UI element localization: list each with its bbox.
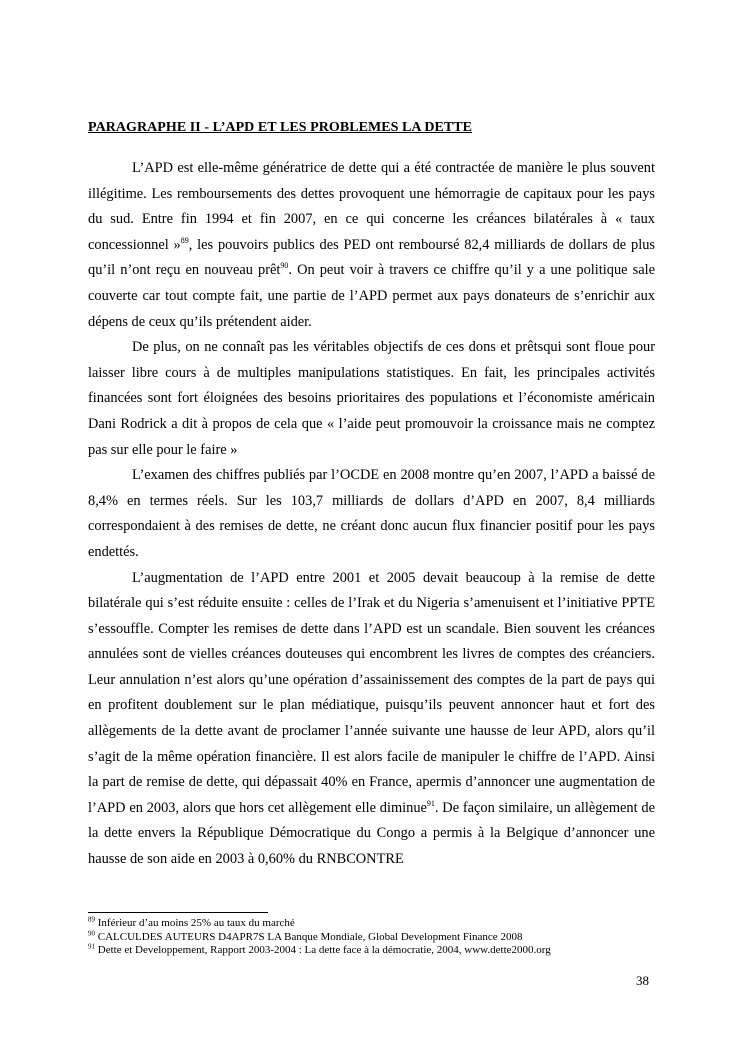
paragraph-2: De plus, on ne connaît pas les véritables objectifs de ces dons et prêtsqui sont floue pour laisser libre cours à de multiples manipulations statistiques. En fait, les principales activités financées sont fort éloignées des besoins prioritaires des populations et l’économiste américain Dani Rodrick a dit à propos de cela que « l’aide peut promouvoir la croissance mais ne comptez pas sur elle pour le faire » <box>88 339 655 458</box>
footnote-90 <box>88 928 655 945</box>
paragraph-1 <box>88 156 655 335</box>
footnote-ref-90[interactable]: 90 <box>280 261 289 271</box>
footnote-rule <box>88 912 268 913</box>
footnote-89 <box>88 917 655 931</box>
footnote-number: 91 <box>88 942 95 951</box>
paragraph-1-part-b: , les pouvoirs publics des PED ont remboursé 82,4 milliards de dollars de plus qu’il n’ont reçu en nouveau prêt <box>88 236 656 279</box>
page-number: 38 <box>636 973 649 988</box>
page-body <box>88 118 655 873</box>
paragraph-4 <box>88 566 655 873</box>
footnote-number: 90 <box>88 928 95 937</box>
footnote-ref-89[interactable]: 89 <box>180 235 189 245</box>
footnote-text: CALCULDES AUTEURS D4APR7S LA Banque Mondiale, Global Development Finance 2008 <box>95 930 523 943</box>
section-heading: PARAGRAPHE II - L’APD ET LES PROBLEMES LA DETTE <box>88 120 473 135</box>
footnote-ref-91[interactable]: 91 <box>426 799 435 809</box>
footnote-91 <box>88 944 655 958</box>
footnotes <box>88 912 655 958</box>
footnote-text: Inférieur d’au moins 25% au taux du marché <box>95 917 295 929</box>
paragraph-1-part-a: L’APD est elle-même génératrice de dette qui a été contractée de manière le plus souvent illégitime. Les remboursements des dettes provoquent une hémorragie de capitaux pour les pays du sud. Entre fin 1994 et fin 2007, en ce qui concerne les créances bilatérales à « taux concessionnel » <box>88 160 655 253</box>
paragraph-4-part-a: L’augmentation de l’APD entre 2001 et 2005 devait beaucoup à la remise de dette bilatérale qui s’est réduite ensuite : celles de l’Irak et du Nigeria s’amenuisent et l’initiative PPTE s’essouffle. Compter les remises de dette dans l’APD est un scandale. Bien souvent les créances annulées sont de vielles créances douteuses qui encombrent les livres de comptes des créanciers. Leur annulation n’est alors qu’une opération d’assainissement des comptes de la part de pays qui en profitent doublement sur le plan médiatique, puisqu’ils peuvent annoncer haut et fort des allègements de la dette avant de proclamer l’année suivante une hausse de leur APD, alors qu’il s’agit de la même opération financière. Il est alors facile de manipuler le chiffre de l’APD. Ainsi la part de remise de dette, qui dépassait 40% en France, apermis d’annoncer une augmentation de l’APD en 2003, alors que hors cet allègement elle diminue <box>88 569 655 816</box>
paragraph-4-part-b: . De façon similaire, un allègement de la dette envers la République Démocratique du Congo a permis à la Belgique d’annoncer une hausse de son aide en 2003 à 0,60% du RNBCONTRE <box>88 799 655 868</box>
paragraph-3: L’examen des chiffres publiés par l’OCDE en 2008 montre qu’en 2007, l’APD a baissé de 8,4% en termes réels. Sur les 103,7 milliards de dollars d’APD en 2007, 8,4 milliards correspondaient à des remises de dette, ne créant donc aucun flux financier positif pour les pays endettés. <box>88 467 655 560</box>
footnote-text: Dette et Developpement, Rapport 2003-2004 : La dette face à la démocratie, 2004, www.dette2000.org <box>95 944 551 956</box>
footnote-number: 89 <box>88 915 95 924</box>
paragraph-1-part-c: . On peut voir à travers ce chiffre qu’il y a une politique sale couverte car tout compte fait, une partie de l’APD permet aux pays donateurs de s’enrichir aux dépens de ceux qu’ils prétendent aider. <box>88 262 655 330</box>
